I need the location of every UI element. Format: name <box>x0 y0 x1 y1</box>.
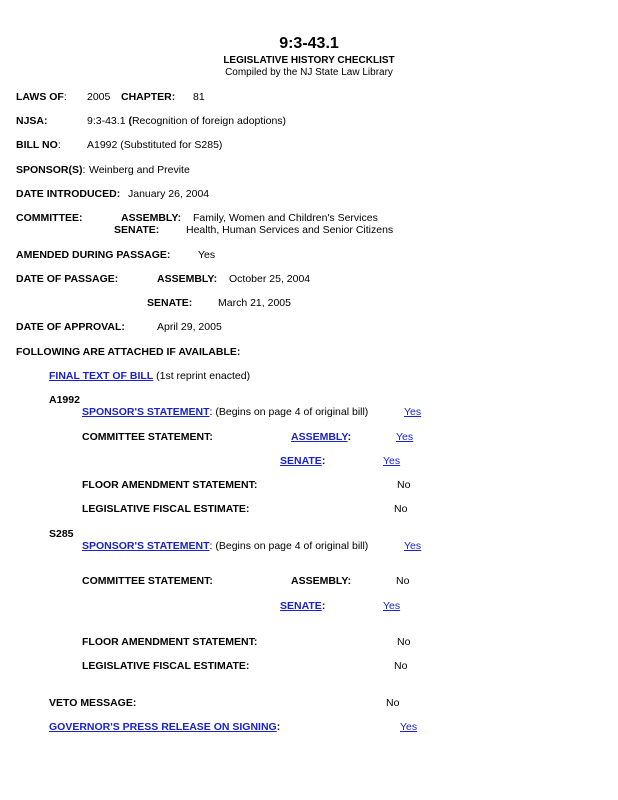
veto-label: VETO MESSAGE: <box>49 697 137 709</box>
chapter-number: 81 <box>193 91 205 103</box>
a1992-sponsor-yes-link[interactable]: Yes <box>404 406 422 418</box>
s285-fiscal-value: No <box>394 660 408 672</box>
committee-label: COMMITTEE: <box>16 212 83 224</box>
a1992-senate-link[interactable]: SENATE <box>280 455 322 467</box>
checklist-title: LEGISLATIVE HISTORY CHECKLIST <box>223 55 395 66</box>
passage-senate-label: SENATE: <box>147 297 193 309</box>
s285-fiscal-label: LEGISLATIVE FISCAL ESTIMATE: <box>82 660 250 672</box>
bill-no-colon: : <box>57 139 61 151</box>
committee-senate-label: SENATE: <box>114 224 160 236</box>
njsa-cite: 9:3-43.1 <box>87 115 129 127</box>
njsa-label: NJSA: <box>16 115 48 127</box>
governor-colon: : <box>276 721 281 733</box>
a1992-senate-yes-link[interactable]: Yes <box>383 455 401 467</box>
s285-senate-yes-link[interactable]: Yes <box>383 600 401 612</box>
laws-of-year: 2005 <box>87 91 111 103</box>
page-title: 9:3-43.1 <box>279 35 339 52</box>
s285-senate-colon: : <box>321 600 326 612</box>
attached-heading: FOLLOWING ARE ATTACHED IF AVAILABLE: <box>16 346 241 358</box>
date-of-passage-label: DATE OF PASSAGE: <box>16 273 119 285</box>
laws-of-label: LAWS OF <box>16 91 64 103</box>
bill-no-value: A1992 (Substituted for S285) <box>87 139 223 151</box>
date-introduced-value: January 26, 2004 <box>128 188 210 200</box>
final-text-row <box>49 371 250 382</box>
s285-sponsor-yes-link[interactable]: Yes <box>404 540 422 552</box>
njsa-description: Recognition of foreign adoptions) <box>131 115 287 127</box>
a1992-floor-value: No <box>397 479 411 491</box>
laws-of-row <box>16 92 67 103</box>
governor-press-release-link[interactable]: GOVERNOR'S PRESS RELEASE ON SIGNING <box>49 721 277 733</box>
passage-senate-value: March 21, 2005 <box>218 297 291 309</box>
sponsors-colon: : <box>82 164 86 176</box>
a1992-committee-label: COMMITTEE STATEMENT: <box>82 431 213 443</box>
final-text-link[interactable]: FINAL TEXT OF BILL <box>49 370 154 382</box>
a1992-assembly-row <box>291 432 351 443</box>
a1992-senate-row <box>280 456 325 467</box>
s285-committee-label: COMMITTEE STATEMENT: <box>82 575 213 587</box>
a1992-label: A1992 <box>49 394 80 406</box>
sponsors-value: Weinberg and Previte <box>89 164 190 176</box>
a1992-fiscal-value: No <box>394 503 408 515</box>
laws-of-colon: : <box>63 91 67 103</box>
committee-senate-value: Health, Human Services and Senior Citizens <box>186 224 394 236</box>
a1992-sponsor-note: : (Begins on page 4 of original bill) <box>209 406 369 418</box>
sponsors-row <box>16 165 85 176</box>
passage-assembly-value: October 25, 2004 <box>229 273 311 285</box>
s285-sponsor-statement-link[interactable]: SPONSOR'S STATEMENT <box>82 540 210 552</box>
a1992-assembly-link[interactable]: ASSEMBLY <box>291 431 348 443</box>
date-of-approval-label: DATE OF APPROVAL: <box>16 321 125 333</box>
final-text-note: (1st reprint enacted) <box>153 370 251 382</box>
amended-label: AMENDED DURING PASSAGE: <box>16 249 171 261</box>
njsa-paren: ( <box>128 115 132 127</box>
a1992-assembly-colon: : <box>347 431 352 443</box>
bill-no-label: BILL NO <box>16 139 58 151</box>
s285-assembly-value: No <box>396 575 410 587</box>
s285-sponsor-row <box>82 541 368 552</box>
s285-senate-link[interactable]: SENATE <box>280 600 322 612</box>
a1992-sponsor-statement-link[interactable]: SPONSOR'S STATEMENT <box>82 406 210 418</box>
a1992-floor-label: FLOOR AMENDMENT STATEMENT: <box>82 479 258 491</box>
s285-sponsor-note: : (Begins on page 4 of original bill) <box>209 540 369 552</box>
s285-floor-value: No <box>397 636 411 648</box>
s285-assembly-label: ASSEMBLY: <box>291 575 352 587</box>
governor-row <box>49 722 280 733</box>
chapter-label: CHAPTER: <box>121 91 176 103</box>
bill-no-row <box>16 140 61 151</box>
a1992-assembly-yes-link[interactable]: Yes <box>396 431 414 443</box>
a1992-fiscal-label: LEGISLATIVE FISCAL ESTIMATE: <box>82 503 250 515</box>
committee-assembly-value: Family, Women and Children's Services <box>193 212 378 224</box>
compiled-by: Compiled by the NJ State Law Library <box>225 67 393 78</box>
veto-value: No <box>386 697 400 709</box>
passage-assembly-label: ASSEMBLY: <box>157 273 218 285</box>
a1992-senate-colon: : <box>321 455 326 467</box>
a1992-sponsor-row <box>82 407 368 418</box>
s285-senate-row <box>280 601 325 612</box>
committee-assembly-label: ASSEMBLY: <box>121 212 182 224</box>
njsa-value <box>87 116 286 127</box>
date-of-approval-value: April 29, 2005 <box>157 321 222 333</box>
amended-value: Yes <box>198 249 216 261</box>
date-introduced-label: DATE INTRODUCED: <box>16 188 121 200</box>
governor-yes-link[interactable]: Yes <box>400 721 418 733</box>
s285-label: S285 <box>49 528 74 540</box>
sponsors-label: SPONSOR(S) <box>16 164 83 176</box>
s285-floor-label: FLOOR AMENDMENT STATEMENT: <box>82 636 258 648</box>
